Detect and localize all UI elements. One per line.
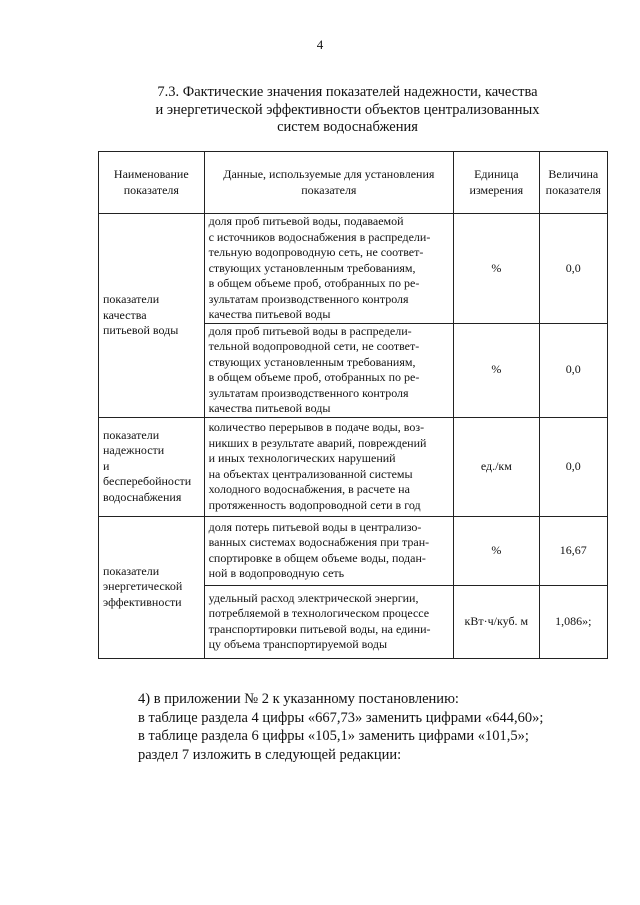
section-title-line: 7.3. Фактические значения показателей надежности, качества bbox=[157, 84, 538, 100]
table-row bbox=[99, 417, 608, 516]
amendment-line: в таблице раздела 6 цифры «105,1» заменить цифрами «101,5»; bbox=[138, 728, 529, 744]
row-unit-cell: ед./км bbox=[454, 417, 540, 516]
row-value-cell: 0,0 bbox=[539, 323, 607, 417]
row-data-cell: удельный расход электрической энергии, потребляемой в технологическом процессе транспортировки питьевой воды, на едини- цу объема транспортируемой воды bbox=[204, 585, 453, 658]
amendment-line: в таблице раздела 4 цифры «667,73» заменить цифрами «644,60»; bbox=[138, 709, 544, 726]
indicators-table bbox=[98, 151, 608, 659]
row-unit-cell: кВт·ч/куб. м bbox=[454, 585, 540, 658]
row-unit-cell: % bbox=[454, 214, 540, 324]
table-header-row bbox=[99, 152, 608, 214]
header-value: Величина показателя bbox=[539, 152, 607, 214]
row-data-cell: доля проб питьевой воды в распредели- тельной водопроводной сети, не соответ- ствующих установленным требованиям, в общем объеме проб, отобранных по ре- зультатам производственного контроля качества питьевой воды bbox=[204, 323, 453, 417]
page-number: 4 bbox=[316, 37, 324, 52]
row-value-cell: 1,086»; bbox=[539, 585, 607, 658]
amendment-line: 4) в приложении № 2 к указанному постановлению: bbox=[138, 691, 459, 707]
section-title bbox=[120, 84, 575, 137]
group-name-quality: показатели качества питьевой воды bbox=[99, 214, 205, 418]
section-title-line: систем водоснабжения bbox=[277, 119, 418, 135]
row-value-cell: 0,0 bbox=[539, 417, 607, 516]
header-indicator-name: Наименование показателя bbox=[99, 152, 205, 214]
row-value-cell: 16,67 bbox=[539, 516, 607, 585]
row-data-cell: доля потерь питьевой воды в централизо- ванных системах водоснабжения при тран- спортировке в общем объеме воды, подан- ной в водопроводную сеть bbox=[204, 516, 453, 585]
section-title-line: и энергетической эффективности объектов централизованных bbox=[155, 101, 540, 118]
row-data-cell: доля проб питьевой воды, подаваемой с источников водоснабжения в распредели- тельную водопроводную сеть, не соответ- ствующих установленным требованиям, в общем объеме проб, отобранных по ре- зультатам производственного контроля качества питьевой воды bbox=[204, 214, 453, 324]
table-row bbox=[99, 214, 608, 324]
group-name-energy: показатели энергетической эффективности bbox=[99, 516, 205, 658]
row-value-cell: 0,0 bbox=[539, 214, 607, 324]
amendments-text bbox=[138, 690, 543, 764]
header-source-data: Данные, используемые для установления показателя bbox=[204, 152, 453, 214]
row-unit-cell: % bbox=[454, 516, 540, 585]
group-name-reliability: показатели надежности и бесперебойности водоснабжения bbox=[99, 417, 205, 516]
row-unit-cell: % bbox=[454, 323, 540, 417]
amendment-line: раздел 7 изложить в следующей редакции: bbox=[138, 746, 402, 763]
row-data-cell: количество перерывов в подаче воды, воз- никших в результате аварий, повреждений и иных технологических нарушений на объектах централизованной системы холодного водоснабжения, в расчете на протяженность водопроводной сети в год bbox=[204, 417, 453, 516]
header-unit: Единица измерения bbox=[454, 152, 540, 214]
table-row bbox=[99, 516, 608, 585]
